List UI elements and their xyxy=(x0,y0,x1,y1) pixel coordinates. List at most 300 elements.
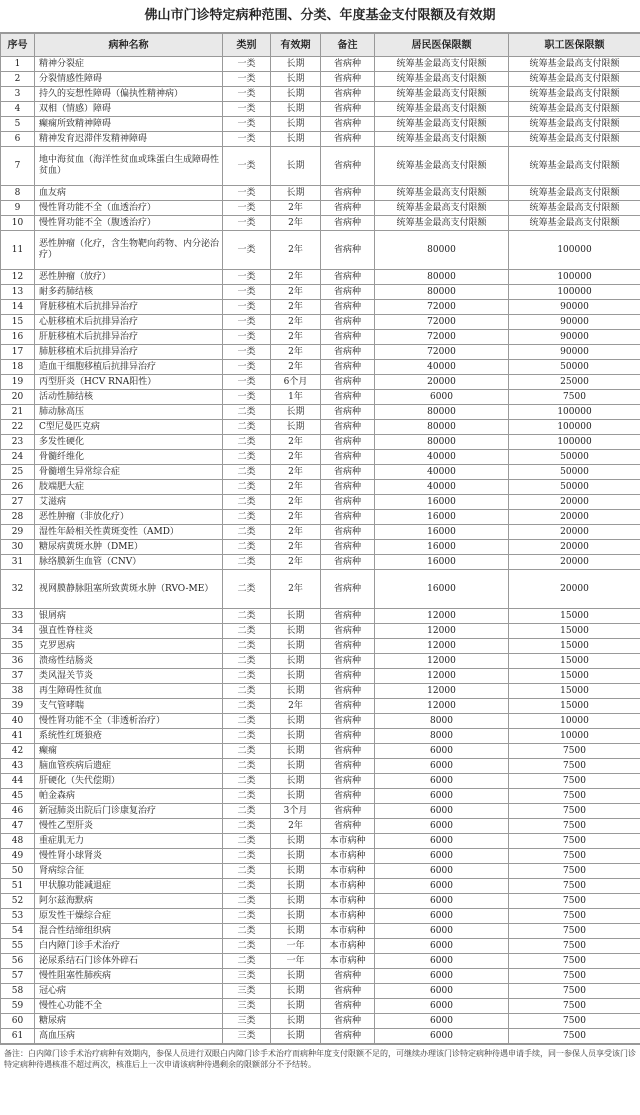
table-row xyxy=(1,300,640,315)
category-cell: 一类 xyxy=(223,57,271,72)
seq-cell: 15 xyxy=(1,315,35,330)
disease-name-cell: 白内障门诊手术治疗 xyxy=(35,939,223,954)
resident-limit-cell: 80000 xyxy=(375,420,509,435)
remark-cell: 省病种 xyxy=(321,345,375,360)
employee-limit-cell: 7500 xyxy=(509,759,640,774)
resident-limit-cell: 6000 xyxy=(375,789,509,804)
disease-name-cell: 冠心病 xyxy=(35,984,223,999)
remark-cell: 省病种 xyxy=(321,999,375,1014)
category-cell: 一类 xyxy=(223,216,271,231)
disease-name-cell: 支气管哮喘 xyxy=(35,699,223,714)
seq-cell: 6 xyxy=(1,132,35,147)
category-cell: 二类 xyxy=(223,699,271,714)
remark-cell: 本市病种 xyxy=(321,879,375,894)
resident-limit-cell: 16000 xyxy=(375,495,509,510)
table-row xyxy=(1,87,640,102)
validity-cell: 2年 xyxy=(271,495,321,510)
seq-cell: 16 xyxy=(1,330,35,345)
resident-limit-cell: 12000 xyxy=(375,624,509,639)
table-row xyxy=(1,201,640,216)
employee-limit-cell: 50000 xyxy=(509,450,640,465)
disease-name-cell: 骨髓增生异常综合症 xyxy=(35,465,223,480)
employee-limit-cell: 100000 xyxy=(509,420,640,435)
resident-limit-cell: 6000 xyxy=(375,999,509,1014)
resident-limit-cell: 80000 xyxy=(375,405,509,420)
disease-name-cell: 恶性肿瘤（非放化疗） xyxy=(35,510,223,525)
resident-limit-cell: 6000 xyxy=(375,744,509,759)
validity-cell: 2年 xyxy=(271,360,321,375)
table-row xyxy=(1,639,640,654)
table-row xyxy=(1,954,640,969)
category-cell: 一类 xyxy=(223,360,271,375)
remark-cell: 省病种 xyxy=(321,714,375,729)
category-cell: 一类 xyxy=(223,285,271,300)
validity-cell: 长期 xyxy=(271,759,321,774)
category-cell: 一类 xyxy=(223,330,271,345)
validity-cell: 长期 xyxy=(271,147,321,186)
category-cell: 一类 xyxy=(223,72,271,87)
table-row xyxy=(1,624,640,639)
remark-cell: 省病种 xyxy=(321,1029,375,1044)
header-remark: 备注 xyxy=(321,34,375,57)
category-cell: 二类 xyxy=(223,789,271,804)
category-cell: 二类 xyxy=(223,774,271,789)
validity-cell: 2年 xyxy=(271,699,321,714)
seq-cell: 50 xyxy=(1,864,35,879)
validity-cell: 长期 xyxy=(271,924,321,939)
validity-cell: 2年 xyxy=(271,540,321,555)
category-cell: 二类 xyxy=(223,570,271,609)
table-row xyxy=(1,390,640,405)
validity-cell: 长期 xyxy=(271,879,321,894)
validity-cell: 长期 xyxy=(271,186,321,201)
resident-limit-cell: 6000 xyxy=(375,819,509,834)
category-cell: 一类 xyxy=(223,201,271,216)
seq-cell: 7 xyxy=(1,147,35,186)
validity-cell: 长期 xyxy=(271,1014,321,1029)
employee-limit-cell: 7500 xyxy=(509,774,640,789)
employee-limit-cell: 7500 xyxy=(509,894,640,909)
employee-limit-cell: 7500 xyxy=(509,999,640,1014)
resident-limit-cell: 72000 xyxy=(375,300,509,315)
resident-limit-cell: 12000 xyxy=(375,609,509,624)
validity-cell: 2年 xyxy=(271,330,321,345)
seq-cell: 5 xyxy=(1,117,35,132)
validity-cell: 2年 xyxy=(271,450,321,465)
validity-cell: 2年 xyxy=(271,315,321,330)
disease-name-cell: 泌尿系结石门诊体外碎石 xyxy=(35,954,223,969)
remark-cell: 省病种 xyxy=(321,285,375,300)
disease-name-cell: 溃疡性结肠炎 xyxy=(35,654,223,669)
resident-limit-cell: 8000 xyxy=(375,714,509,729)
category-cell: 三类 xyxy=(223,999,271,1014)
disease-name-cell: 多发性硬化 xyxy=(35,435,223,450)
disease-name-cell: 湿性年龄相关性黄斑变性（AMD） xyxy=(35,525,223,540)
resident-limit-cell: 80000 xyxy=(375,270,509,285)
category-cell: 一类 xyxy=(223,147,271,186)
seq-cell: 35 xyxy=(1,639,35,654)
disease-name-cell: 恶性肿瘤（化疗，含生物靶向药物、内分泌治疗） xyxy=(35,231,223,270)
seq-cell: 24 xyxy=(1,450,35,465)
seq-cell: 54 xyxy=(1,924,35,939)
seq-cell: 33 xyxy=(1,609,35,624)
employee-limit-cell: 7500 xyxy=(509,879,640,894)
disease-name-cell: 脉络膜新生血管（CNV） xyxy=(35,555,223,570)
validity-cell: 2年 xyxy=(271,525,321,540)
category-cell: 二类 xyxy=(223,819,271,834)
table-row xyxy=(1,147,640,186)
remark-cell: 省病种 xyxy=(321,525,375,540)
employee-limit-cell: 统筹基金最高支付限额 xyxy=(509,147,640,186)
disease-name-cell: 强直性脊柱炎 xyxy=(35,624,223,639)
seq-cell: 19 xyxy=(1,375,35,390)
employee-limit-cell: 20000 xyxy=(509,525,640,540)
resident-limit-cell: 统筹基金最高支付限额 xyxy=(375,132,509,147)
category-cell: 二类 xyxy=(223,684,271,699)
resident-limit-cell: 统筹基金最高支付限额 xyxy=(375,201,509,216)
disease-name-cell: 肺脏移植术后抗排异治疗 xyxy=(35,345,223,360)
category-cell: 一类 xyxy=(223,132,271,147)
employee-limit-cell: 统筹基金最高支付限额 xyxy=(509,102,640,117)
category-cell: 三类 xyxy=(223,984,271,999)
resident-limit-cell: 8000 xyxy=(375,729,509,744)
resident-limit-cell: 16000 xyxy=(375,540,509,555)
table-row xyxy=(1,699,640,714)
category-cell: 二类 xyxy=(223,654,271,669)
seq-cell: 42 xyxy=(1,744,35,759)
seq-cell: 39 xyxy=(1,699,35,714)
employee-limit-cell: 20000 xyxy=(509,570,640,609)
remark-cell: 省病种 xyxy=(321,699,375,714)
validity-cell: 6个月 xyxy=(271,375,321,390)
resident-limit-cell: 6000 xyxy=(375,894,509,909)
table-row xyxy=(1,909,640,924)
table-row xyxy=(1,774,640,789)
remark-cell: 省病种 xyxy=(321,774,375,789)
disease-name-cell: 慢性乙型肝炎 xyxy=(35,819,223,834)
category-cell: 二类 xyxy=(223,714,271,729)
category-cell: 二类 xyxy=(223,450,271,465)
category-cell: 二类 xyxy=(223,510,271,525)
remark-cell: 省病种 xyxy=(321,540,375,555)
resident-limit-cell: 6000 xyxy=(375,984,509,999)
employee-limit-cell: 100000 xyxy=(509,405,640,420)
employee-limit-cell: 7500 xyxy=(509,924,640,939)
validity-cell: 长期 xyxy=(271,117,321,132)
category-cell: 二类 xyxy=(223,480,271,495)
validity-cell: 长期 xyxy=(271,894,321,909)
seq-cell: 2 xyxy=(1,72,35,87)
employee-limit-cell: 15000 xyxy=(509,654,640,669)
disease-name-cell: 糖尿病黄斑水肿（DME） xyxy=(35,540,223,555)
disease-name-cell: 肝硬化（失代偿期） xyxy=(35,774,223,789)
category-cell: 二类 xyxy=(223,639,271,654)
resident-limit-cell: 6000 xyxy=(375,969,509,984)
table-row xyxy=(1,330,640,345)
remark-cell: 省病种 xyxy=(321,315,375,330)
employee-limit-cell: 20000 xyxy=(509,555,640,570)
employee-limit-cell: 7500 xyxy=(509,969,640,984)
category-cell: 二类 xyxy=(223,954,271,969)
category-cell: 二类 xyxy=(223,759,271,774)
seq-cell: 10 xyxy=(1,216,35,231)
resident-limit-cell: 40000 xyxy=(375,360,509,375)
remark-cell: 省病种 xyxy=(321,624,375,639)
remark-cell: 本市病种 xyxy=(321,849,375,864)
remark-cell: 省病种 xyxy=(321,450,375,465)
validity-cell: 1年 xyxy=(271,390,321,405)
table-row xyxy=(1,864,640,879)
validity-cell: 2年 xyxy=(271,465,321,480)
seq-cell: 41 xyxy=(1,729,35,744)
remark-cell: 省病种 xyxy=(321,330,375,345)
validity-cell: 2年 xyxy=(271,570,321,609)
remark-cell: 省病种 xyxy=(321,231,375,270)
disease-name-cell: 银屑病 xyxy=(35,609,223,624)
remark-cell: 省病种 xyxy=(321,216,375,231)
disease-name-cell: 骨髓纤维化 xyxy=(35,450,223,465)
employee-limit-cell: 7500 xyxy=(509,1029,640,1044)
remark-cell: 省病种 xyxy=(321,480,375,495)
seq-cell: 23 xyxy=(1,435,35,450)
seq-cell: 14 xyxy=(1,300,35,315)
disease-name-cell: 心脏移植术后抗排异治疗 xyxy=(35,315,223,330)
table-row xyxy=(1,849,640,864)
remark-cell: 省病种 xyxy=(321,510,375,525)
table-row xyxy=(1,1014,640,1029)
seq-cell: 22 xyxy=(1,420,35,435)
table-row xyxy=(1,231,640,270)
category-cell: 二类 xyxy=(223,804,271,819)
validity-cell: 一年 xyxy=(271,939,321,954)
disease-name-cell: 原发性干燥综合症 xyxy=(35,909,223,924)
table-row xyxy=(1,57,640,72)
table-header-row xyxy=(1,34,640,57)
table-row xyxy=(1,984,640,999)
validity-cell: 长期 xyxy=(271,909,321,924)
category-cell: 一类 xyxy=(223,231,271,270)
validity-cell: 2年 xyxy=(271,270,321,285)
validity-cell: 长期 xyxy=(271,420,321,435)
disease-name-cell: 重症肌无力 xyxy=(35,834,223,849)
remark-cell: 本市病种 xyxy=(321,954,375,969)
employee-limit-cell: 10000 xyxy=(509,714,640,729)
validity-cell: 3个月 xyxy=(271,804,321,819)
employee-limit-cell: 统筹基金最高支付限额 xyxy=(509,216,640,231)
disease-name-cell: 造血干细胞移植后抗排异治疗 xyxy=(35,360,223,375)
seq-cell: 13 xyxy=(1,285,35,300)
validity-cell: 长期 xyxy=(271,774,321,789)
remark-cell: 省病种 xyxy=(321,405,375,420)
resident-limit-cell: 6000 xyxy=(375,954,509,969)
category-cell: 二类 xyxy=(223,540,271,555)
validity-cell: 长期 xyxy=(271,57,321,72)
category-cell: 二类 xyxy=(223,465,271,480)
disease-name-cell: 慢性肾小球肾炎 xyxy=(35,849,223,864)
resident-limit-cell: 12000 xyxy=(375,639,509,654)
resident-limit-cell: 16000 xyxy=(375,555,509,570)
resident-limit-cell: 40000 xyxy=(375,465,509,480)
resident-limit-cell: 6000 xyxy=(375,924,509,939)
employee-limit-cell: 统筹基金最高支付限额 xyxy=(509,201,640,216)
resident-limit-cell: 6000 xyxy=(375,864,509,879)
page-title: 佛山市门诊特定病种范围、分类、年度基金支付限额及有效期 xyxy=(0,0,640,33)
header-seq: 序号 xyxy=(1,34,35,57)
employee-limit-cell: 20000 xyxy=(509,510,640,525)
disease-name-cell: 肾脏移植术后抗排异治疗 xyxy=(35,300,223,315)
category-cell: 二类 xyxy=(223,669,271,684)
table-row xyxy=(1,510,640,525)
employee-limit-cell: 100000 xyxy=(509,285,640,300)
remark-cell: 本市病种 xyxy=(321,864,375,879)
category-cell: 二类 xyxy=(223,894,271,909)
resident-limit-cell: 6000 xyxy=(375,879,509,894)
resident-limit-cell: 统筹基金最高支付限额 xyxy=(375,57,509,72)
category-cell: 一类 xyxy=(223,270,271,285)
resident-limit-cell: 6000 xyxy=(375,909,509,924)
disease-table xyxy=(0,33,640,1044)
table-row xyxy=(1,555,640,570)
validity-cell: 长期 xyxy=(271,102,321,117)
seq-cell: 57 xyxy=(1,969,35,984)
remark-cell: 省病种 xyxy=(321,375,375,390)
validity-cell: 2年 xyxy=(271,555,321,570)
resident-limit-cell: 6000 xyxy=(375,1029,509,1044)
employee-limit-cell: 90000 xyxy=(509,345,640,360)
category-cell: 二类 xyxy=(223,729,271,744)
category-cell: 一类 xyxy=(223,117,271,132)
seq-cell: 60 xyxy=(1,1014,35,1029)
table-row xyxy=(1,132,640,147)
employee-limit-cell: 7500 xyxy=(509,744,640,759)
remark-cell: 省病种 xyxy=(321,984,375,999)
resident-limit-cell: 6000 xyxy=(375,759,509,774)
seq-cell: 46 xyxy=(1,804,35,819)
remark-cell: 本市病种 xyxy=(321,939,375,954)
remark-cell: 省病种 xyxy=(321,570,375,609)
validity-cell: 长期 xyxy=(271,639,321,654)
table-row xyxy=(1,654,640,669)
footer-note: 备注：白内障门诊手术治疗病种有效期内，参保人员进行双眼白内障门诊手术治疗而病种年度支付限额不足的，可继续办理该门诊特定病种待遇申请手续，同一参保人员享受该门诊特定病种待遇核准不超过两次，核准后上一次申请该病种待遇剩余的限额部分不予结转。 xyxy=(0,1044,640,1073)
remark-cell: 省病种 xyxy=(321,804,375,819)
category-cell: 一类 xyxy=(223,300,271,315)
disease-name-cell: 活动性肺结核 xyxy=(35,390,223,405)
disease-name-cell: 地中海贫血（海洋性贫血或珠蛋白生成障碍性贫血） xyxy=(35,147,223,186)
table-row xyxy=(1,72,640,87)
disease-name-cell: 精神分裂症 xyxy=(35,57,223,72)
table-row xyxy=(1,1029,640,1044)
remark-cell: 省病种 xyxy=(321,819,375,834)
category-cell: 二类 xyxy=(223,834,271,849)
seq-cell: 59 xyxy=(1,999,35,1014)
resident-limit-cell: 80000 xyxy=(375,231,509,270)
employee-limit-cell: 90000 xyxy=(509,315,640,330)
employee-limit-cell: 50000 xyxy=(509,480,640,495)
employee-limit-cell: 7500 xyxy=(509,390,640,405)
employee-limit-cell: 7500 xyxy=(509,819,640,834)
seq-cell: 17 xyxy=(1,345,35,360)
employee-limit-cell: 统筹基金最高支付限额 xyxy=(509,87,640,102)
disease-name-cell: 慢性肾功能不全（腹透治疗） xyxy=(35,216,223,231)
employee-limit-cell: 15000 xyxy=(509,639,640,654)
table-row xyxy=(1,216,640,231)
remark-cell: 省病种 xyxy=(321,72,375,87)
resident-limit-cell: 统筹基金最高支付限额 xyxy=(375,216,509,231)
seq-cell: 26 xyxy=(1,480,35,495)
validity-cell: 长期 xyxy=(271,864,321,879)
table-row xyxy=(1,450,640,465)
seq-cell: 55 xyxy=(1,939,35,954)
validity-cell: 长期 xyxy=(271,87,321,102)
validity-cell: 长期 xyxy=(271,999,321,1014)
seq-cell: 34 xyxy=(1,624,35,639)
remark-cell: 省病种 xyxy=(321,57,375,72)
disease-name-cell: 慢性肾功能不全（血透治疗） xyxy=(35,201,223,216)
header-resident-limit: 居民医保限额 xyxy=(375,34,509,57)
seq-cell: 29 xyxy=(1,525,35,540)
category-cell: 三类 xyxy=(223,969,271,984)
remark-cell: 省病种 xyxy=(321,102,375,117)
resident-limit-cell: 6000 xyxy=(375,849,509,864)
remark-cell: 省病种 xyxy=(321,555,375,570)
resident-limit-cell: 40000 xyxy=(375,480,509,495)
table-row xyxy=(1,102,640,117)
disease-name-cell: 克罗恩病 xyxy=(35,639,223,654)
resident-limit-cell: 6000 xyxy=(375,390,509,405)
employee-limit-cell: 15000 xyxy=(509,609,640,624)
remark-cell: 本市病种 xyxy=(321,909,375,924)
disease-name-cell: 精神发育迟滞伴发精神障碍 xyxy=(35,132,223,147)
remark-cell: 省病种 xyxy=(321,390,375,405)
validity-cell: 长期 xyxy=(271,984,321,999)
table-row xyxy=(1,420,640,435)
disease-name-cell: 肝脏移植术后抗排异治疗 xyxy=(35,330,223,345)
employee-limit-cell: 90000 xyxy=(509,330,640,345)
employee-limit-cell: 7500 xyxy=(509,849,640,864)
resident-limit-cell: 6000 xyxy=(375,804,509,819)
table-row xyxy=(1,759,640,774)
seq-cell: 47 xyxy=(1,819,35,834)
seq-cell: 52 xyxy=(1,894,35,909)
seq-cell: 38 xyxy=(1,684,35,699)
remark-cell: 省病种 xyxy=(321,360,375,375)
category-cell: 二类 xyxy=(223,624,271,639)
table-row xyxy=(1,819,640,834)
category-cell: 一类 xyxy=(223,315,271,330)
disease-name-cell: 混合性结缔组织病 xyxy=(35,924,223,939)
disease-name-cell: 高血压病 xyxy=(35,1029,223,1044)
disease-name-cell: 慢性阻塞性肺疾病 xyxy=(35,969,223,984)
employee-limit-cell: 50000 xyxy=(509,360,640,375)
employee-limit-cell: 7500 xyxy=(509,909,640,924)
validity-cell: 2年 xyxy=(271,819,321,834)
category-cell: 二类 xyxy=(223,525,271,540)
validity-cell: 2年 xyxy=(271,285,321,300)
header-category: 类别 xyxy=(223,34,271,57)
table-row xyxy=(1,879,640,894)
resident-limit-cell: 12000 xyxy=(375,699,509,714)
disease-name-cell: 分裂情感性障碍 xyxy=(35,72,223,87)
resident-limit-cell: 统筹基金最高支付限额 xyxy=(375,186,509,201)
remark-cell: 本市病种 xyxy=(321,834,375,849)
seq-cell: 53 xyxy=(1,909,35,924)
disease-name-cell: C型尼曼匹克病 xyxy=(35,420,223,435)
resident-limit-cell: 统筹基金最高支付限额 xyxy=(375,147,509,186)
seq-cell: 58 xyxy=(1,984,35,999)
category-cell: 一类 xyxy=(223,87,271,102)
table-row xyxy=(1,360,640,375)
seq-cell: 56 xyxy=(1,954,35,969)
